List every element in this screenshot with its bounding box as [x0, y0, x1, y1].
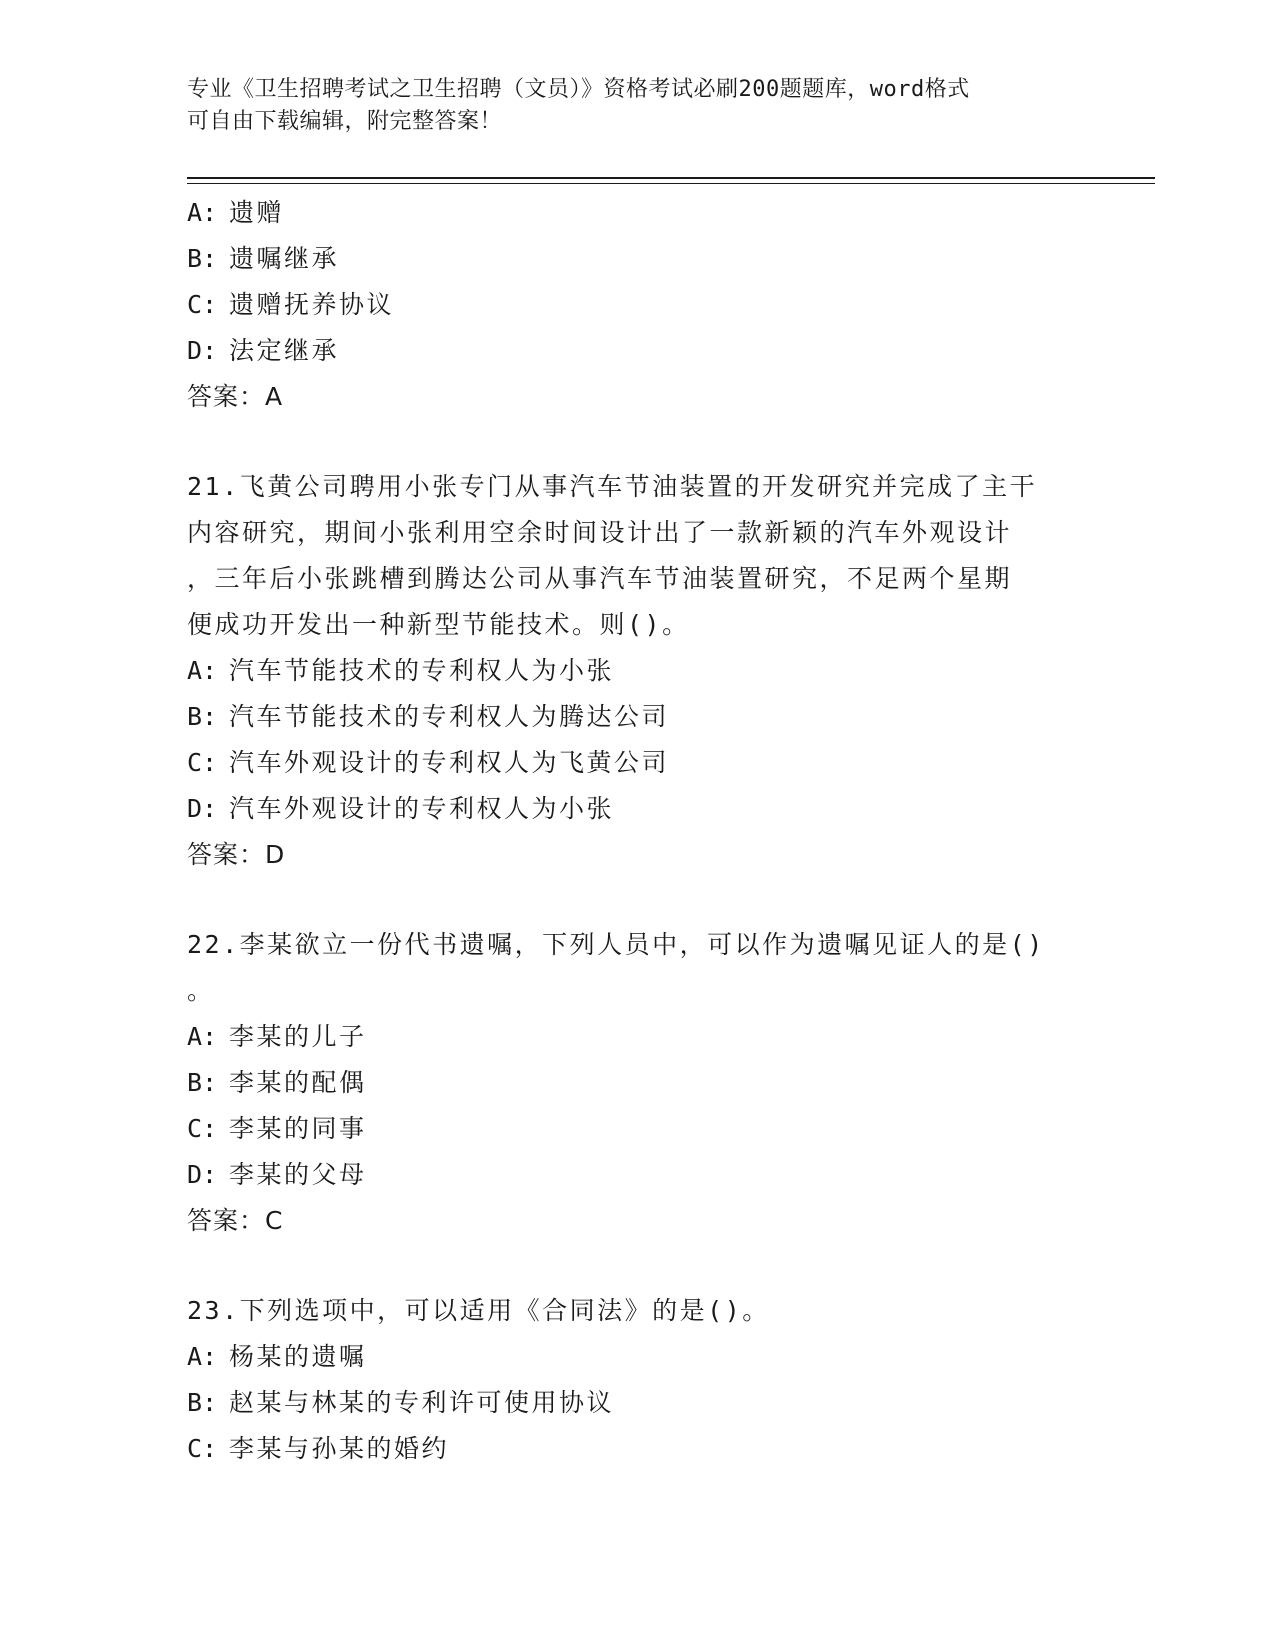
question-22	[187, 922, 1087, 1244]
option-b: B: 赵某与林某的专利许可使用协议	[187, 1388, 615, 1417]
answer-label: 答案：C	[187, 1206, 284, 1235]
option-a: A: 杨某的遗嘱	[187, 1342, 367, 1371]
answer-label: 答案：A	[187, 382, 284, 411]
option-b: B: 汽车节能技术的专利权人为腾达公司	[187, 702, 670, 731]
document-header	[187, 74, 1087, 138]
header-line-1: 专业《卫生招聘考试之卫生招聘（文员）》资格考试必刷200题题库，word格式	[187, 77, 970, 102]
question-23	[187, 1288, 1087, 1472]
question-text-line: 22.李某欲立一份代书遗嘱，下列人员中，可以作为遗嘱见证人的是()	[187, 930, 1045, 959]
question-text-line: 21.飞黄公司聘用小张专门从事汽车节油装置的开发研究并完成了主干	[187, 472, 1038, 501]
question-text-line: ，三年后小张跳槽到腾达公司从事汽车节油装置研究，不足两个星期	[187, 564, 1013, 593]
question-text-line: 内容研究，期间小张利用空余时间设计出了一款新颖的汽车外观设计	[187, 518, 1013, 547]
option-b: B: 遗嘱继承	[187, 244, 340, 273]
option-a: A: 李某的儿子	[187, 1022, 367, 1051]
option-c: C: 李某与孙某的婚约	[187, 1434, 450, 1463]
answer-label: 答案：D	[187, 840, 286, 869]
question-20	[187, 190, 1087, 420]
header-line-2: 可自由下载编辑，附完整答案！	[187, 109, 503, 134]
option-d: D: 法定继承	[187, 336, 340, 365]
option-d: D: 李某的父母	[187, 1160, 367, 1189]
question-text-line: 。	[187, 976, 215, 1005]
question-text-line: 便成功开发出一种新型节能技术。则()。	[187, 610, 690, 639]
header-rule-thin	[187, 183, 1155, 184]
option-d: D: 汽车外观设计的专利权人为小张	[187, 794, 615, 823]
document-body	[187, 190, 1087, 1472]
option-c: C: 李某的同事	[187, 1114, 367, 1143]
option-b: B: 李某的配偶	[187, 1068, 367, 1097]
option-c: C: 汽车外观设计的专利权人为飞黄公司	[187, 748, 670, 777]
question-text-line: 23.下列选项中，可以适用《合同法》的是()。	[187, 1296, 770, 1325]
option-c: C: 遗赠抚养协议	[187, 290, 395, 319]
question-21	[187, 464, 1087, 878]
option-a: A: 汽车节能技术的专利权人为小张	[187, 656, 615, 685]
header-rule-thick	[187, 177, 1155, 179]
option-a: A: 遗赠	[187, 198, 285, 227]
